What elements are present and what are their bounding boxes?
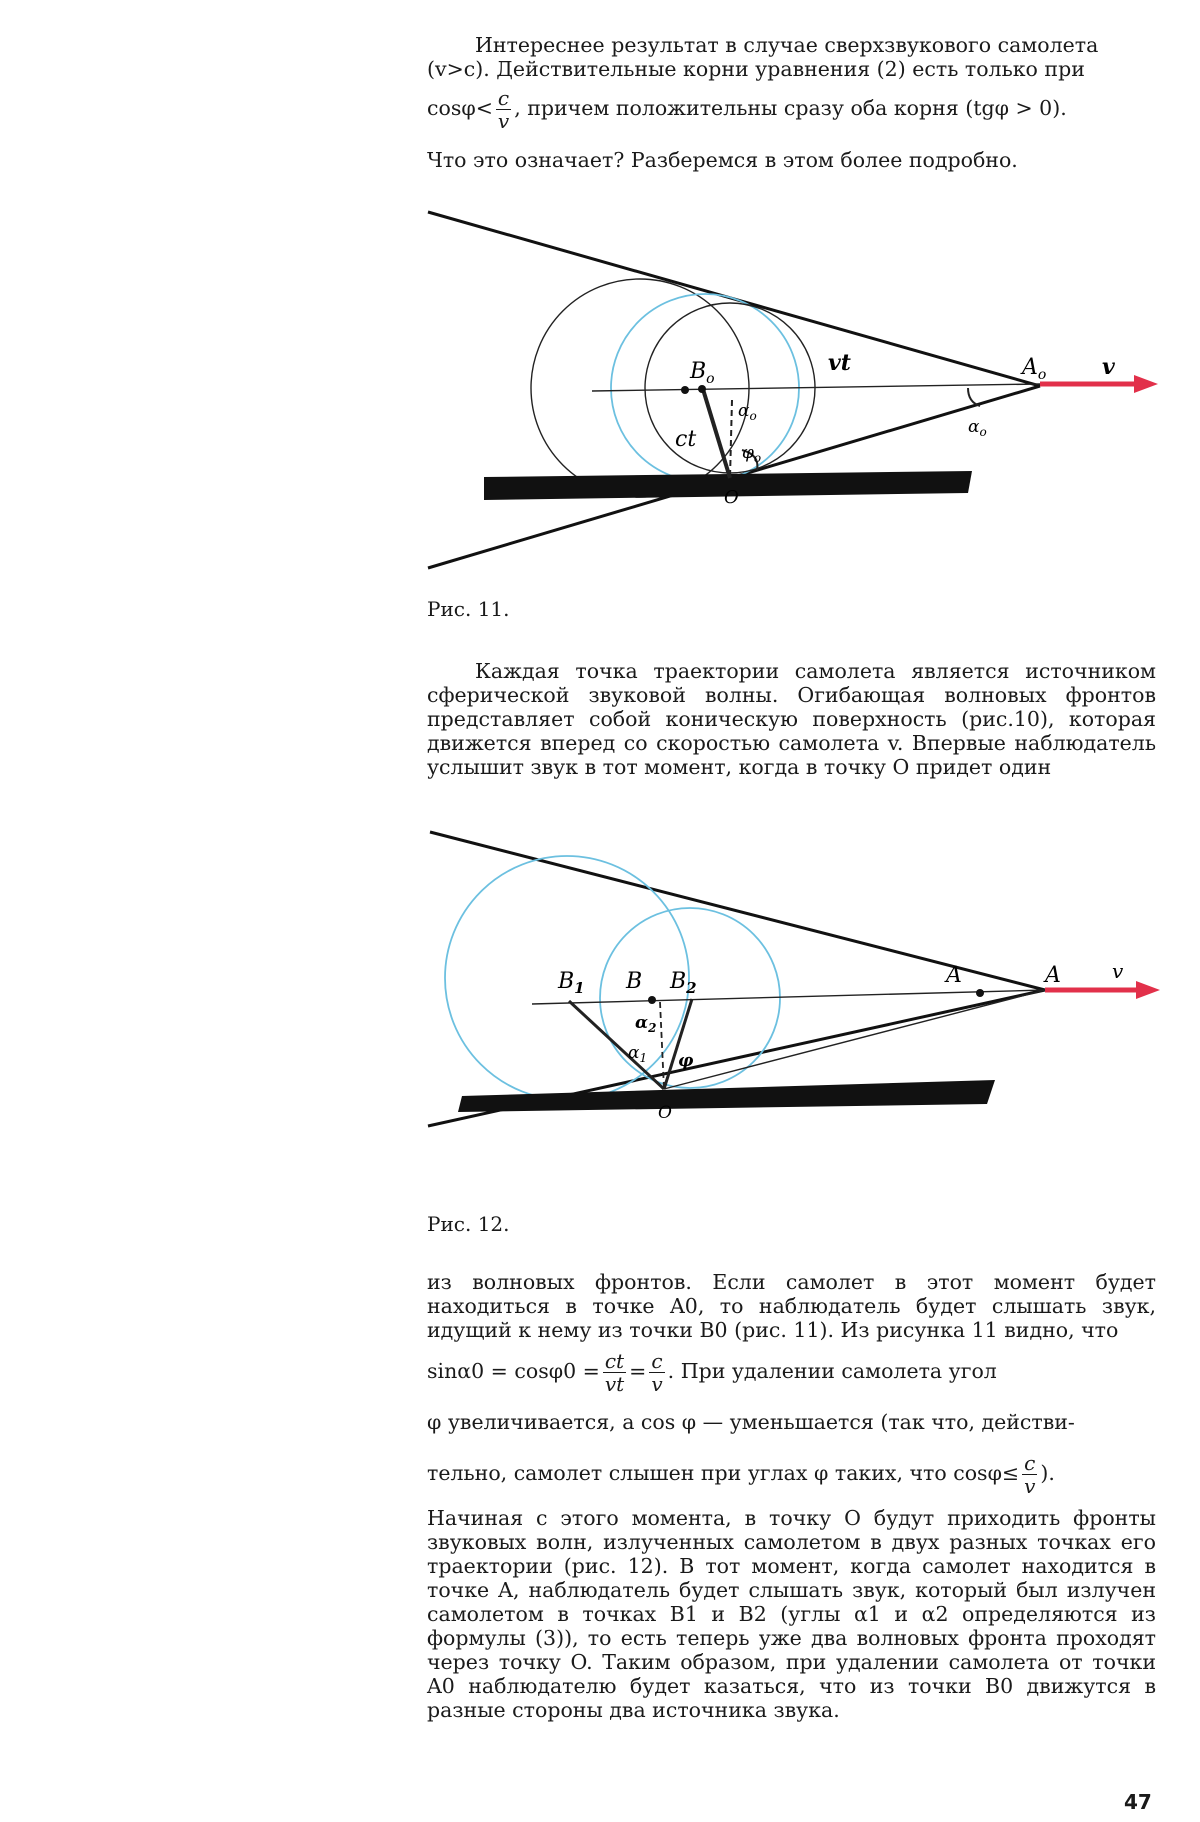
frac-den: v — [497, 109, 510, 133]
velocity-arrowhead — [1136, 981, 1160, 999]
label-A0: A — [946, 963, 962, 988]
frac-num: c — [496, 87, 511, 110]
p1-line3 — [427, 87, 1156, 132]
p1-line4: Что это означает? Разберемся в этом более подробно. — [427, 148, 1018, 172]
p1-line2: (v>c). Действительные корни уравнения (2) есть только при — [427, 57, 1085, 81]
c-over-v-fraction — [649, 1350, 664, 1395]
label-phi: φ — [678, 1051, 694, 1071]
label-A0: $A_o$ — [1022, 355, 1047, 383]
ground-bar — [458, 1080, 995, 1112]
p3-line-b: φ увеличивается, а cos φ — уменьшается (так что, действи- — [427, 1410, 1075, 1434]
formula-line — [427, 1350, 1156, 1395]
label-A: A — [1045, 963, 1061, 988]
formula-left: sinα0 = cosφ0 = — [427, 1359, 600, 1383]
label-vt: vt — [828, 350, 851, 376]
trajectory-line — [592, 384, 1040, 391]
label-v: v — [1102, 354, 1115, 380]
frac-den: v — [651, 1372, 663, 1396]
frac-num: ct — [603, 1350, 626, 1373]
trajectory-line — [532, 990, 1045, 1004]
frac-num: c — [649, 1350, 664, 1373]
label-B0: B — [626, 969, 643, 994]
c-over-v-fraction — [1022, 1452, 1037, 1497]
frac-num: c — [1022, 1452, 1037, 1475]
paragraph-4: Начиная с этого момента, в точку O будут приходить фронты звуковых волн, излученных самолетом в двух разных точках его траектории (рис. 12). В тот момент, когда самолет находится в точке A, наблюдатель будет слышать звук, который был излучен самолетом в точках B1 и B2 (углы α1 и α2 определяются из формулы (3)), то есть теперь уже два волновых фронта проходят через точку O. Таким образом, при удалении самолета от точки A0 наблюдателю будет казаться, что из точки B0 движутся в разные стороны два источника звука. — [427, 1506, 1156, 1722]
p3-line-c-left: тельно, самолет слышен при углах φ таких, что cosφ≤ — [427, 1461, 1020, 1485]
paragraph-2-text: Каждая точка траектории самолета является источником сферической звуковой волны. Огибающая волновых фронтов представляет собой коническую поверхность (рис.10), которая движется вперед со скоростью самолета v. Впервые наблюдатель услышит звук в тот момент, когда в точку O придет один — [427, 659, 1156, 779]
ray-B0-O — [702, 386, 730, 478]
label-ct: ct — [675, 427, 697, 452]
label-alpha1: $\alpha_1$ — [628, 1043, 648, 1065]
p1-line3-rest: , причем положительны сразу оба корня (tgφ > 0). — [514, 96, 1067, 120]
label-v: v — [1112, 959, 1124, 983]
p1-cos-condition: cosφ< — [427, 96, 493, 120]
label-B2: $B_2$ — [670, 969, 697, 997]
vertical-dashed — [730, 400, 732, 478]
label-alpha0-inner: $\alpha_o$ — [738, 401, 757, 423]
p3-line-c-right: ). — [1040, 1461, 1055, 1485]
point-A0 — [976, 989, 984, 997]
label-O: O — [658, 1103, 672, 1123]
c-over-v-fraction — [496, 87, 511, 132]
paragraph-3: из волновых фронтов. Если самолет в этот момент будет находиться в точке A0, то наблюдатель будет слышать звук, идущий к нему из точки B0 (рис. 11). Из рисунка 11 видно, что — [427, 1270, 1156, 1342]
p1-line1: Интереснее результат в случае сверхзвукового самолета — [475, 33, 1099, 57]
label-B1: $B_1$ — [558, 969, 585, 997]
label-B0: $B_o$ — [690, 359, 715, 387]
figure-12 — [0, 820, 1200, 1130]
label-alpha0-outer: $\alpha_o$ — [968, 417, 987, 439]
formula-right: . При удалении самолета угол — [667, 1359, 997, 1383]
frac-den: vt — [604, 1372, 625, 1396]
ct-over-vt-fraction — [603, 1350, 626, 1395]
paragraph-2 — [427, 659, 1156, 779]
figure-11-caption: Рис. 11. — [427, 597, 510, 621]
figure-12-caption: Рис. 12. — [427, 1212, 510, 1236]
figure-11 — [0, 195, 1200, 595]
page-number: 47 — [1124, 1790, 1152, 1814]
p3-line-c — [427, 1452, 1156, 1497]
formula-equals: = — [629, 1359, 647, 1383]
wavefront-circle-outer — [531, 279, 749, 497]
point-B0 — [698, 385, 706, 393]
ray-A-O — [664, 990, 1045, 1089]
point-B0 — [648, 996, 656, 1004]
label-phi0: $\varphi_o$ — [742, 443, 762, 465]
label-alpha2: $\alpha_2$ — [635, 1013, 657, 1035]
point-marker — [681, 386, 689, 394]
ray-B2-O — [664, 999, 692, 1089]
ray-B1-O — [569, 1001, 664, 1089]
frac-den: v — [1024, 1474, 1036, 1498]
label-O: O — [724, 487, 739, 508]
velocity-arrowhead — [1134, 375, 1158, 393]
